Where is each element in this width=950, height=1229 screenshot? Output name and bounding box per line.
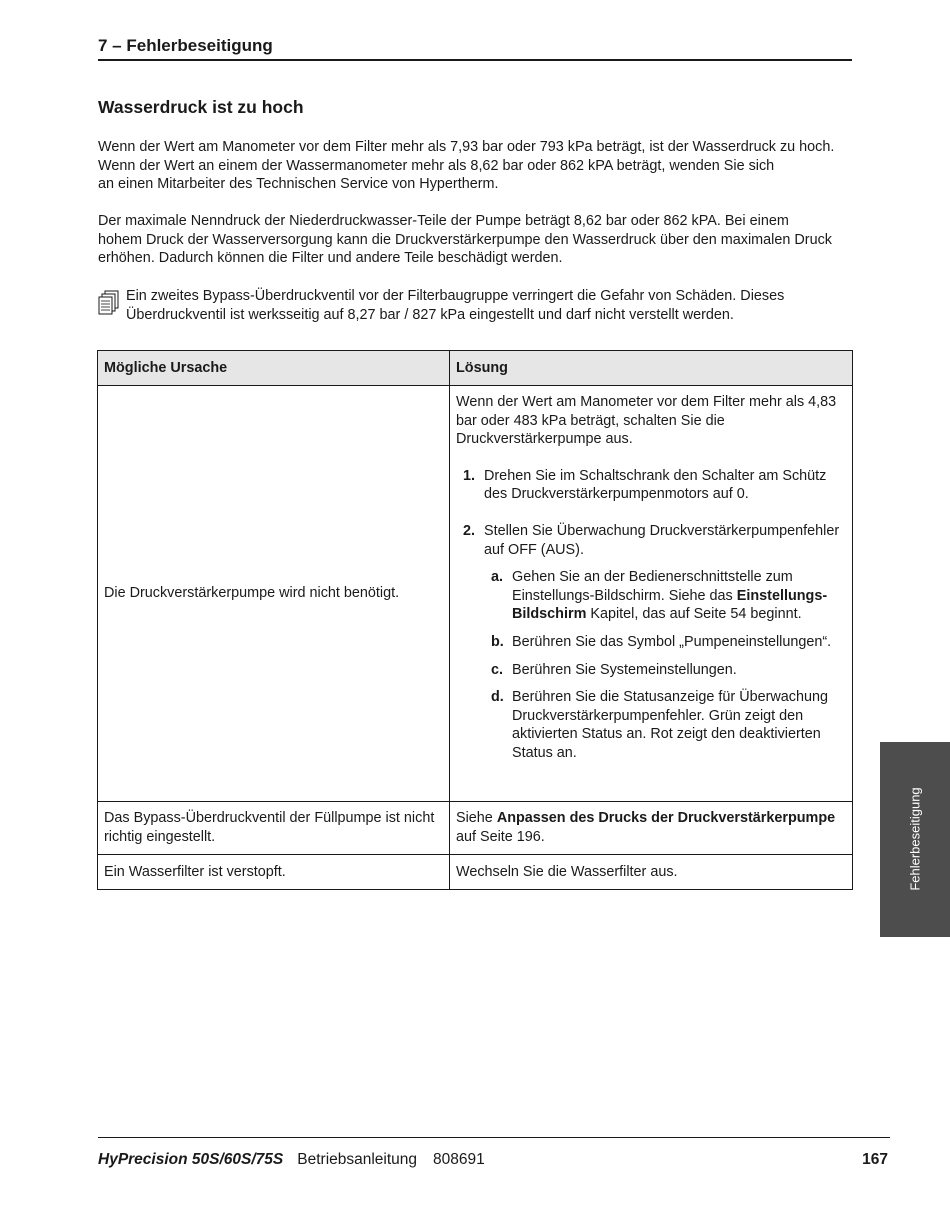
paragraph-2-line: hohem Druck der Wasserversorgung kann die Druckverstärkerpumpe den Wasserdruck über den maximalen Druck — [98, 231, 832, 248]
troubleshooting-table — [97, 350, 853, 890]
solution-cell: Wechseln Sie die Wasserfilter aus. — [450, 855, 853, 890]
chapter-header: 7 – Fehlerbeseitigung — [98, 36, 852, 61]
substep-d — [456, 688, 846, 762]
section-title: Wasserdruck ist zu hoch — [98, 97, 304, 117]
substep-b — [456, 633, 846, 652]
step-2 — [456, 522, 846, 559]
table-header-row — [98, 351, 853, 386]
side-tab-label: Fehlerbeseitigung — [907, 787, 923, 891]
paragraph-2 — [98, 212, 858, 268]
solution-text: auf Seite 196. — [456, 829, 545, 845]
cause-cell: Das Bypass-Überdruckventil der Füllpumpe ist nicht richtig eingestellt. — [98, 802, 450, 855]
solution-cell — [450, 802, 853, 855]
footer-doc-number: 808691 — [433, 1151, 485, 1168]
paragraph-1-line: Wenn der Wert an einem der Wassermanometer mehr als 8,62 bar oder 862 kPA beträgt, wenden Sie sich — [98, 157, 775, 174]
solution-intro: Wenn der Wert am Manometer vor dem Filter mehr als 4,83 bar oder 483 kPa beträgt, schalten Sie die Druckverstärkerpumpe aus. — [456, 394, 837, 448]
substep-letter: b. — [491, 633, 504, 650]
solution-cell — [450, 386, 853, 802]
footer-product: HyPrecision 50S/60S/75S — [98, 1151, 284, 1168]
reference-link: Anpassen des Drucks der Druckverstärkerpumpe — [496, 810, 836, 827]
page-number: 167 — [862, 1151, 888, 1168]
table-row — [98, 855, 853, 890]
step-1 — [456, 467, 846, 504]
paragraph-2-line: Der maximale Nenndruck der Niederdruckwasser-Teile der Pumpe beträgt 8,62 bar oder 862 kPA. Bei einem — [98, 213, 789, 229]
substep-a — [456, 568, 846, 624]
step-text: Drehen Sie im Schaltschrank den Schalter am Schütz des Druckverstärkerpumpenmotors auf 0. — [484, 467, 827, 503]
substep-letter: c. — [491, 661, 504, 678]
header-cause: Mögliche Ursache — [98, 351, 450, 386]
substep-letter: a. — [491, 569, 504, 586]
chapter-side-tab — [880, 742, 950, 937]
paragraph-1-line: an einen Mitarbeiter des Technischen Service von Hypertherm. — [98, 176, 499, 193]
substep-letter: d. — [491, 689, 504, 706]
substep-text: Berühren Sie das Symbol „Pumpeneinstellungen“. — [512, 633, 832, 650]
substep-c — [456, 661, 846, 680]
header-solution: Lösung — [450, 351, 853, 386]
reference-link: Einstellungs-Bildschirm — [512, 587, 828, 623]
cause-cell: Ein Wasserfilter ist verstopft. — [98, 855, 450, 890]
footer-divider — [98, 1137, 890, 1138]
note-text — [126, 287, 856, 324]
step-number: 1. — [463, 467, 476, 484]
paragraph-1 — [98, 138, 858, 194]
note-line: Überdruckventil ist werksseitig auf 8,27 bar / 827 kPa eingestellt und darf nicht verstellt werden. — [126, 306, 734, 323]
paragraph-2-line: erhöhen. Dadurch können die Filter und andere Teile beschädigt werden. — [98, 250, 563, 267]
cause-cell: Die Druckverstärkerpumpe wird nicht benötigt. — [98, 386, 450, 802]
note-line: Ein zweites Bypass-Überdruckventil vor der Filterbaugruppe verringert die Gefahr von Schäden. Dieses — [126, 288, 785, 304]
substep-text: Berühren Sie Systemeinstellungen. — [512, 661, 737, 678]
substep-text: Gehen Sie an der Bedienerschnittstelle zum Einstellungs-Bildschirm. Siehe das — [512, 569, 793, 604]
substep-text: Berühren Sie die Statusanzeige für Überwachung Druckverstärkerpumpenfehler. Grün zeigt den aktivierten Status an. Rot zeigt den deaktivierten Status an. — [512, 689, 828, 761]
step-text: Stellen Sie Überwachung Druckverstärkerpumpenfehler auf OFF (AUS). — [484, 522, 840, 558]
page-footer — [98, 1151, 890, 1169]
footer-doc-title: Betriebsanleitung — [297, 1151, 418, 1168]
table-row — [98, 802, 853, 855]
step-number: 2. — [463, 522, 476, 539]
table-row — [98, 386, 853, 802]
solution-text: Siehe — [456, 810, 497, 827]
substep-text: Kapitel, das auf Seite 54 beginnt. — [586, 606, 802, 623]
note-icon — [98, 290, 120, 318]
paragraph-1-line: Wenn der Wert am Manometer vor dem Filter mehr als 7,93 bar oder 793 kPa beträgt, ist der Wasserdruck zu hoch. — [98, 139, 835, 155]
